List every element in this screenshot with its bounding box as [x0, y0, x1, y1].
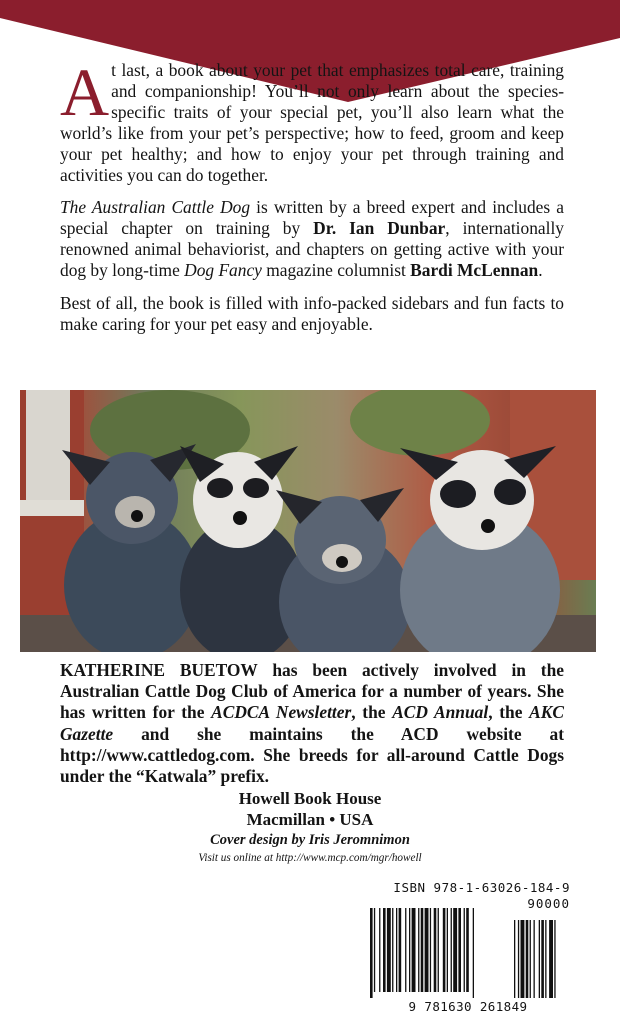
barcode-bar [405, 908, 406, 992]
p2-text-a: is written by a breed expert and includes a special chapter on training by [60, 197, 564, 239]
website-line: Visit us online at http://www.mcp.com/mgr/howell [198, 852, 422, 864]
cover-design-credit: Cover design by Iris Jeromnimon [210, 832, 410, 848]
bio-text-c: , the [488, 702, 530, 723]
magazine-name: Dog Fancy [184, 260, 262, 281]
puppy-3 [276, 488, 411, 652]
addon-bar [549, 920, 553, 998]
puppies-photo [20, 390, 596, 652]
intro-paragraph-3: Best of all, the book is filled with info-packed sidebars and fun facts to make caring for your pet easy and enjoyable. [60, 293, 564, 334]
addon-bar [545, 920, 546, 998]
barcode-bar [409, 908, 410, 992]
addon-bar [526, 920, 529, 998]
trainer-name: Dr. Ian Dunbar [313, 218, 446, 239]
addon-bar [530, 920, 531, 998]
barcode-bar [425, 908, 429, 992]
barcode-bar [434, 908, 437, 992]
barcode-bar [438, 908, 439, 992]
addon-bar [514, 920, 515, 998]
barcode-bar [464, 908, 465, 992]
drop-cap: A [60, 54, 110, 130]
addon-bar [554, 920, 555, 998]
barcode [368, 908, 568, 998]
isbn-text: ISBN 978-1-63026-184-9 [393, 880, 570, 895]
window-left [26, 390, 70, 500]
p2-text-b: , internationally renowned animal behaviorist, and chapters on getting active with your dog by long-time [60, 218, 564, 281]
barcode-bar [421, 908, 424, 992]
window-sill [20, 500, 84, 516]
foliage-right [350, 390, 490, 456]
barcode-bar [418, 908, 419, 992]
barcode-bar [399, 908, 402, 992]
barcode-bar [383, 908, 386, 992]
intro-paragraph-1 [60, 54, 564, 185]
author-bio [60, 660, 564, 787]
addon-bar [518, 920, 519, 998]
bio-gazette: AKC Gazette [60, 702, 564, 744]
barcode-bar [447, 908, 448, 992]
addon-bar [521, 920, 525, 998]
bio-text-b: , the [351, 702, 393, 723]
barcode-bar [453, 908, 457, 992]
barcode-bar [392, 908, 393, 992]
barcode-bar [370, 908, 373, 998]
intro-copy [60, 54, 564, 347]
barcode-bar [458, 908, 461, 992]
p2-text-c: magazine columnist [261, 260, 411, 281]
publisher-name: Howell Book House [238, 789, 382, 808]
barcode-bar [430, 908, 431, 992]
intro-text-1: t last, a book about your pet that emphasizes total care, training and companionship! You’ll not only learn about the species-specific traits of your special pet, you’ll also learn what the world’s like from your pet’s perspective; how to feed, groom and keep your pet healthy; and how to enjoy your pet through training and activities you can do together. [60, 60, 564, 185]
barcode-bar [451, 908, 452, 992]
intro-paragraph-2 [60, 197, 564, 281]
barcode-bar [396, 908, 397, 992]
puppies-illustration [20, 390, 596, 652]
columnist-name: Bardi McLennan [410, 260, 539, 281]
p2-text-d: . [538, 260, 543, 281]
barcode-bar [473, 908, 474, 998]
addon-bar [534, 920, 535, 998]
bio-annual: ACD Annual [392, 702, 489, 723]
bio-newsletter: ACDCA Newsletter [211, 702, 352, 723]
book-title: The Australian Cattle Dog [60, 197, 251, 218]
barcode-bar [466, 908, 469, 992]
barcode-bar [387, 908, 391, 992]
barcode-bar [374, 908, 375, 992]
barcode-digits: 9 781630 261849 [408, 999, 528, 1014]
barcode-bar [412, 908, 416, 992]
bio-text-a: KATHERINE BUETOW has been actively involved in the Australian Cattle Dog Club of America for a number of years. She has written for the [60, 660, 564, 723]
addon-bar [539, 920, 540, 998]
addon-bar [541, 920, 544, 998]
publisher-block [0, 788, 620, 830]
barcode-bar [379, 908, 380, 992]
puppy-1 [62, 444, 200, 652]
price-code: 90000 [527, 896, 570, 911]
bio-text-d: and she maintains the ACD website at http://www.cattledog.com. She breeds for all-around Cattle Dogs under the “Katwala” prefix. [60, 723, 564, 787]
publisher-parent: Macmillan • USA [246, 810, 374, 829]
barcode-bar [443, 908, 446, 992]
